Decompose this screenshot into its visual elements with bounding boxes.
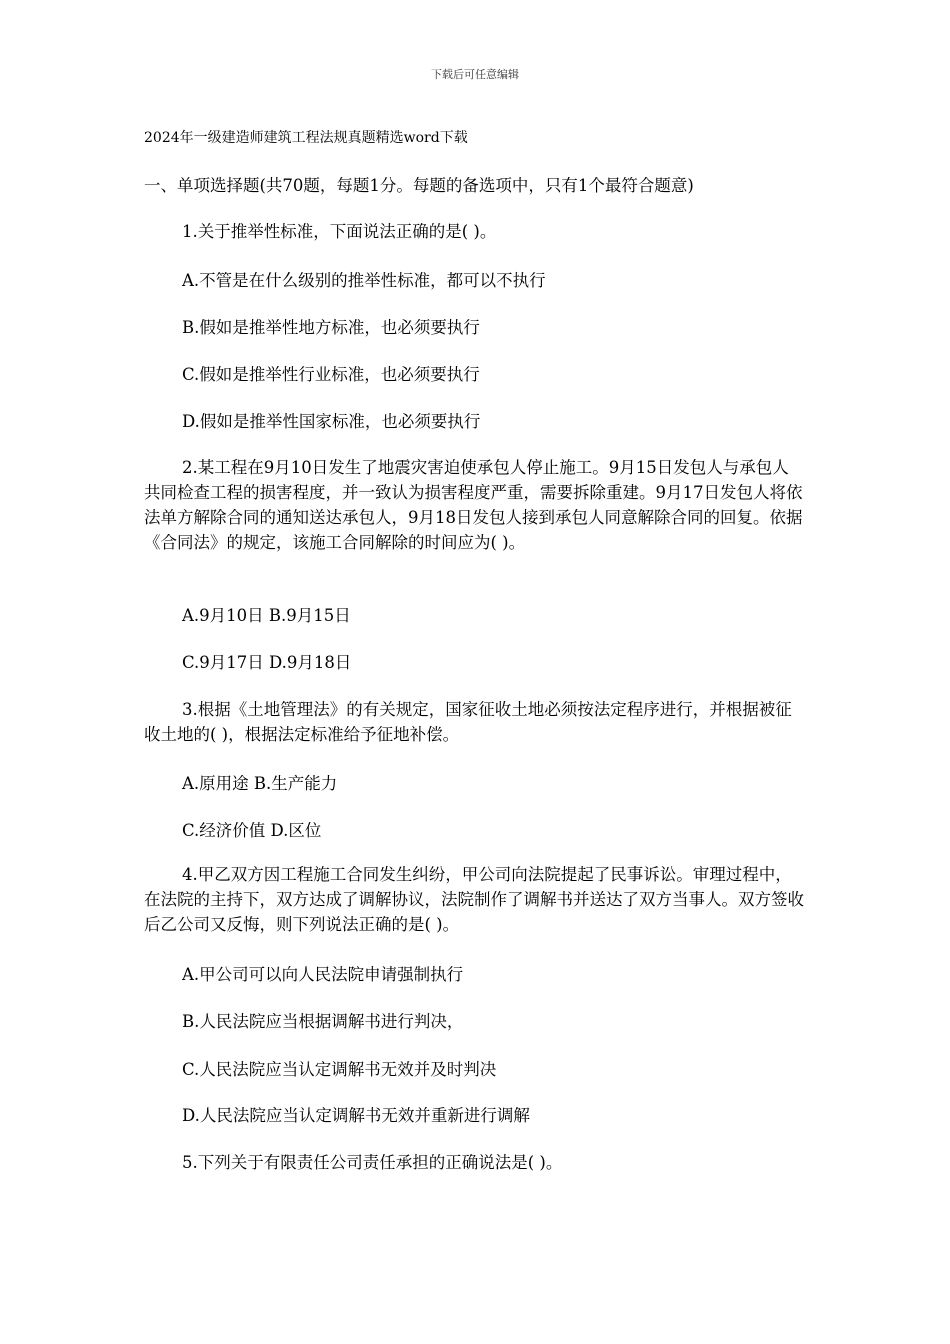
question-stem: 3.根据《土地管理法》的有关规定，国家征收土地必须按法定程序进行，并根据被征收土地的( )，根据法定标准给予征地补偿。 [144, 700, 792, 744]
section-heading: 一、单项选择题(共70题，每题1分。每题的备选项中，只有1个最符合题意) [144, 176, 694, 195]
question-option: A.原用途 B.生产能力 [182, 774, 338, 793]
question-option: B.假如是推举性地方标准，也必须要执行 [182, 318, 480, 337]
header-note: 下载后可任意编辑 [431, 68, 519, 81]
document-title: 2024年一级建造师建筑工程法规真题精选word下载 [144, 130, 468, 146]
question-option: C.人民法院应当认定调解书无效并及时判决 [182, 1060, 497, 1079]
question-option: C.9月17日 D.9月18日 [182, 653, 352, 672]
question-stem: 1.关于推举性标准，下面说法正确的是( )。 [182, 222, 497, 241]
question-option: B.人民法院应当根据调解书进行判决， [182, 1012, 464, 1031]
question-option: C.假如是推举性行业标准，也必须要执行 [182, 365, 480, 384]
question-option: D.假如是推举性国家标准，也必须要执行 [182, 412, 481, 431]
question-option: A.甲公司可以向人民法院申请强制执行 [182, 965, 464, 984]
question-stem: 2.某工程在9月10日发生了地震灾害迫使承包人停止施工。9月15日发包人与承包人共同检查工程的损害程度，并一致认为损害程度严重，需要拆除重建。9月17日发包人将依法单方解除合同的通知送达承包人，9月18日发包人接到承包人同意解除合同的回复。依据《合同法》的规定，该施工合同解除的时间应为( )。 [144, 458, 803, 552]
question-option: A.9月10日 B.9月15日 [182, 606, 351, 625]
question-option: C.经济价值 D.区位 [182, 821, 322, 840]
question-stem: 4.甲乙双方因工程施工合同发生纠纷，甲公司向法院提起了民事诉讼。审理过程中，在法院的主持下，双方达成了调解协议，法院制作了调解书并送达了双方当事人。双方签收后乙公司又反悔，则下列说法正确的是( )。 [144, 865, 804, 934]
question-option: D.人民法院应当认定调解书无效并重新进行调解 [182, 1106, 530, 1125]
question-option: A.不管是在什么级别的推举性标准，都可以不执行 [182, 271, 546, 290]
question-stem: 5.下列关于有限责任公司责任承担的正确说法是( )。 [182, 1153, 563, 1172]
